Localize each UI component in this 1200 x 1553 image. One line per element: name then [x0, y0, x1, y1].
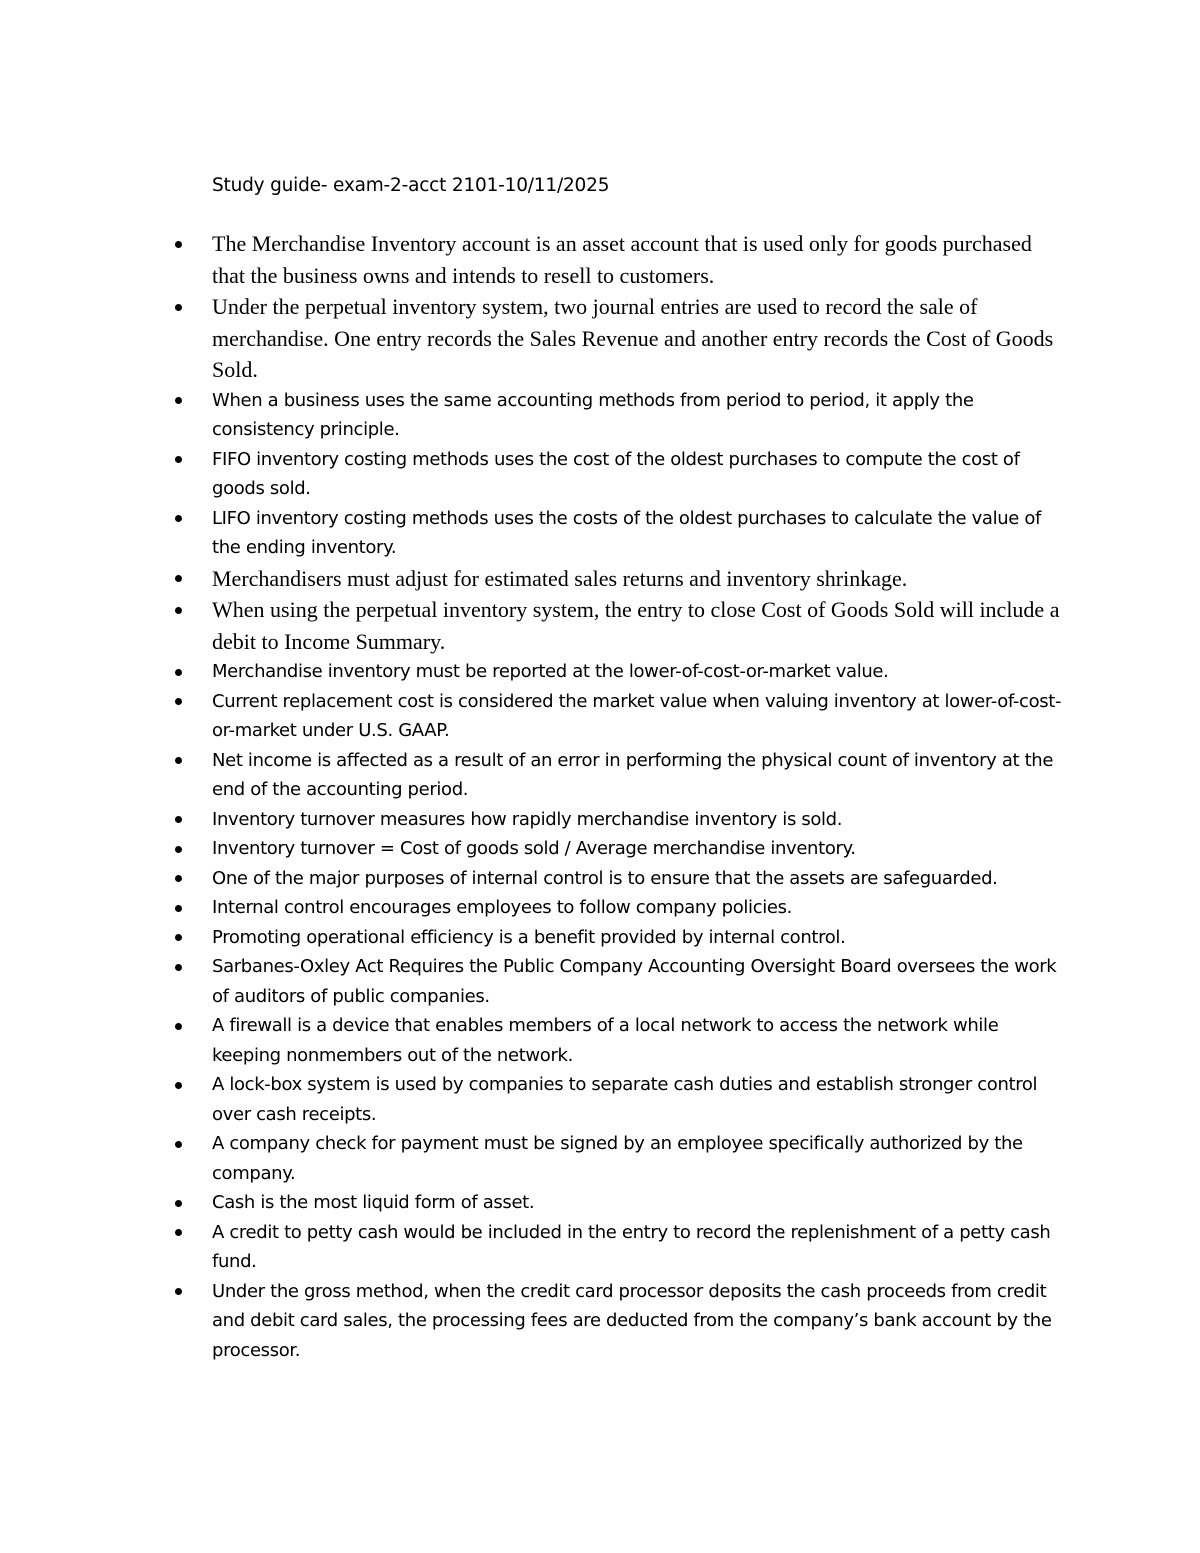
list-item: [212, 504, 1062, 563]
list-item: [212, 1188, 1062, 1218]
list-item: [212, 1129, 1062, 1188]
list-item: [212, 893, 1062, 923]
list-item-text: A company check for payment must be signed by an employee specifically authorized by the company.: [212, 1133, 1023, 1184]
list-item: [212, 594, 1062, 657]
list-item: [212, 563, 1062, 595]
bullet-icon: [175, 1023, 182, 1030]
list-item-text: When a business uses the same accounting methods from period to period, it apply the consistency principle.: [212, 389, 974, 440]
list-item-text: FIFO inventory costing methods uses the cost of the oldest purchases to compute the cost of goods sold.: [212, 448, 1020, 499]
bullet-list: [212, 228, 1062, 1365]
list-item-text: Inventory turnover measures how rapidly merchandise inventory is sold.: [212, 808, 843, 830]
bullet-icon: [175, 698, 182, 705]
bullet-icon: [175, 304, 182, 311]
bullet-icon: [175, 905, 182, 912]
bullet-icon: [175, 1200, 182, 1207]
bullet-icon: [175, 816, 182, 823]
bullet-icon: [175, 575, 182, 582]
list-item: [212, 923, 1062, 953]
list-item-text: Cash is the most liquid form of asset.: [212, 1192, 535, 1213]
bullet-icon: [175, 241, 182, 248]
list-item-text: Merchandise inventory must be reported at the lower-of-cost-or-market value.: [212, 661, 889, 682]
document-title: Study guide- exam-2-acct 2101-10/11/2025: [212, 175, 610, 196]
bullet-icon: [175, 607, 182, 614]
list-item: [212, 1011, 1062, 1070]
list-item-text: LIFO inventory costing methods uses the costs of the oldest purchases to calculate the value of the ending inventory.: [212, 507, 1042, 558]
list-item-text: Promoting operational efficiency is a benefit provided by internal control.: [212, 926, 846, 948]
list-item-text: Net income is affected as a result of an error in performing the physical count of inventory at the end of the accounting period.: [212, 749, 1054, 800]
bullet-icon: [175, 669, 182, 676]
list-item: [212, 864, 1062, 894]
bullet-icon: [175, 1229, 182, 1236]
list-item: [212, 445, 1062, 504]
bullet-icon: [175, 515, 182, 522]
list-item-text: The Merchandise Inventory account is an asset account that is used only for goods purchased that the business owns and intends to resell to customers.: [212, 231, 1032, 288]
list-item-text: Under the gross method, when the credit card processor deposits the cash proceeds from credit and debit card sales, the processing fees are deducted from the company’s bank account by the processor.: [212, 1280, 1052, 1361]
list-item-text: Merchandisers must adjust for estimated sales returns and inventory shrinkage.: [212, 565, 908, 591]
list-item: [212, 291, 1062, 386]
list-item-text: Internal control encourages employees to follow company policies.: [212, 897, 793, 918]
list-item: [212, 687, 1062, 746]
list-item-text: Current replacement cost is considered the market value when valuing inventory at lower-of-cost-or-market under U.S. GAAP.: [212, 690, 1062, 741]
bullet-icon: [175, 757, 182, 764]
bullet-icon: [175, 397, 182, 404]
list-item: [212, 1218, 1062, 1277]
list-item-text: Under the perpetual inventory system, two journal entries are used to record the sale of merchandise. One entry records the Sales Revenue and another entry records the Cost of Goods Sold.: [212, 294, 1054, 382]
bullet-icon: [175, 934, 182, 941]
bullet-icon: [175, 875, 182, 882]
list-item-text: A firewall is a device that enables members of a local network to access the network while keeping nonmembers out of the network.: [212, 1015, 999, 1066]
list-item: [212, 834, 1062, 864]
list-item: [212, 228, 1062, 291]
list-item: [212, 746, 1062, 805]
list-item: [212, 805, 1062, 835]
list-item: [212, 657, 1062, 687]
bullet-icon: [175, 1288, 182, 1295]
bullet-icon: [175, 1141, 182, 1148]
list-item: [212, 952, 1062, 1011]
list-item: [212, 386, 1062, 445]
list-item: [212, 1070, 1062, 1129]
list-item-text: One of the major purposes of internal control is to ensure that the assets are safeguarded.: [212, 867, 998, 889]
list-item: [212, 1277, 1062, 1366]
list-item-text: When using the perpetual inventory system, the entry to close Cost of Goods Sold will include a debit to Income Summary.: [212, 597, 1060, 654]
bullet-icon: [175, 456, 182, 463]
list-item-text: Inventory turnover = Cost of goods sold / Average merchandise inventory.: [212, 838, 856, 859]
list-item-text: Sarbanes-Oxley Act Requires the Public Company Accounting Oversight Board oversees the work of auditors of public companies.: [212, 956, 1057, 1007]
bullet-icon: [175, 846, 182, 853]
list-item-text: A credit to petty cash would be included in the entry to record the replenishment of a petty cash fund.: [212, 1221, 1051, 1272]
bullet-icon: [175, 1082, 182, 1089]
bullet-icon: [175, 964, 182, 971]
list-item-text: A lock-box system is used by companies to separate cash duties and establish stronger control over cash receipts.: [212, 1074, 1038, 1125]
